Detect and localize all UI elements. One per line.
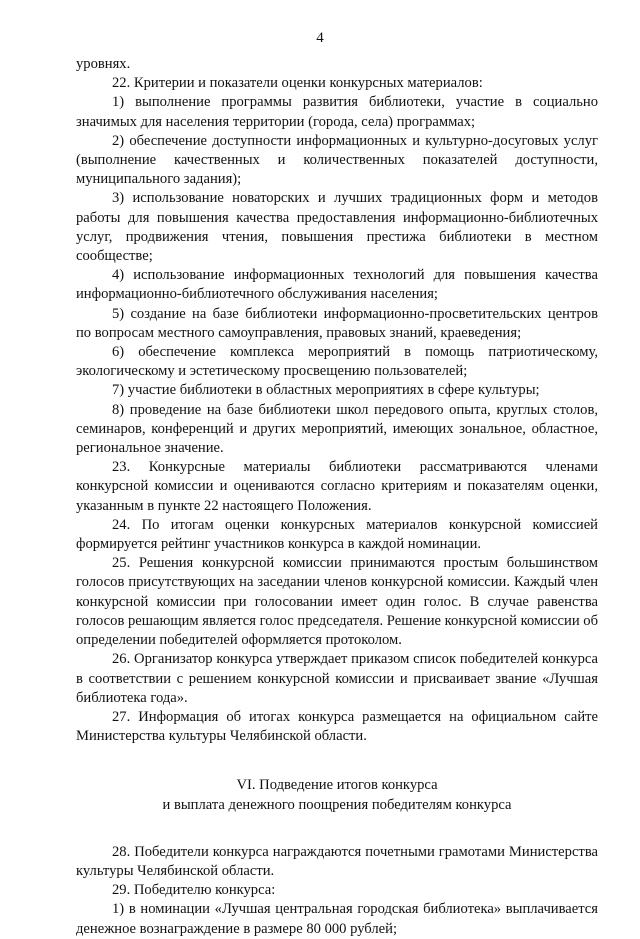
section-heading-line-2: и выплата денежного поощрения победителям конкурса xyxy=(162,796,512,813)
section-heading-line-1: VI. Подведение итогов конкурса xyxy=(236,777,438,794)
paragraphs-before xyxy=(76,55,598,746)
paragraph: 25. Решения конкурсной комиссии принимаются простым большинством голосов присутствующих на заседании членов конкурсной комиссии. Каждый член конкурсной комиссии при голосовании имеет один голос. В случае равенства голосов решающим является голос председателя. Решение конкурсной комиссии об определении победителей оформляется протоколом. xyxy=(76,555,599,649)
paragraph: 4) использование информационных технологий для повышения качества информационно-библиотечного обслуживания населения; xyxy=(76,267,598,303)
paragraph: 5) создание на базе библиотеки информационно-просветительских центров по вопросам местного самоуправления, правовых знаний, краеведения; xyxy=(76,305,598,341)
paragraph: уровнях. xyxy=(76,56,131,72)
paragraph: 22. Критерии и показатели оценки конкурсных материалов: xyxy=(112,75,483,92)
paragraph: 28. Победители конкурса награждаются почетными грамотами Министерства культуры Челябинской области. xyxy=(76,843,598,879)
paragraph: 3) использование новаторских и лучших традиционных форм и методов работы для повышения качества предоставления информационно-библиотечных услуг, продвижения чтения, повышения престижа библиотеки в местном сообществе; xyxy=(76,190,598,265)
paragraph: 7) участие библиотеки в областных мероприятиях в сфере культуры; xyxy=(112,382,540,399)
paragraph: 29. Победителю конкурса: xyxy=(112,882,276,899)
paragraphs-after xyxy=(76,843,598,939)
paragraph: 24. По итогам оценки конкурсных материалов конкурсной комиссией формируется рейтинг участников конкурса в каждой номинации. xyxy=(76,516,598,553)
paragraph: 1) выполнение программы развития библиотеки, участие в социально значимых для населения территории (города, села) программах; xyxy=(76,94,598,130)
paragraph: 2) обеспечение доступности информационных и культурно-досуговых услуг (выполнение качественных и количественных показателей доступности, муниципального задания); xyxy=(76,132,598,188)
paragraph: 6) обеспечение комплекса мероприятий в помощь патриотическому, экологическому и эстетическому просвещению пользователей; xyxy=(76,344,598,380)
paragraph: 26. Организатор конкурса утверждает приказом список победителей конкурса в соответствии с решением конкурсной комиссии и присваивает звание «Лучшая библиотека года». xyxy=(76,651,598,706)
page-number: 4 xyxy=(316,30,324,46)
paragraph: 8) проведение на базе библиотеки школ передового опыта, круглых столов, семинаров, конференций и других мероприятий, имеющих зональное, областное, региональное значение. xyxy=(76,401,598,457)
paragraph: 27. Информация об итогах конкурса размещается на официальном сайте Министерства культуры Челябинской области. xyxy=(76,708,598,745)
paragraph: 23. Конкурсные материалы библиотеки рассматриваются членами конкурсной комиссии и оцениваются согласно критериям и показателям оценки, указанным в пункте 22 настоящего Положения. xyxy=(76,459,598,514)
document-body xyxy=(76,55,598,939)
paragraph: 1) в номинации «Лучшая центральная городская библиотека» выплачивается денежное вознаграждение в размере 80 000 рублей; xyxy=(76,901,598,937)
section-heading xyxy=(76,776,598,814)
